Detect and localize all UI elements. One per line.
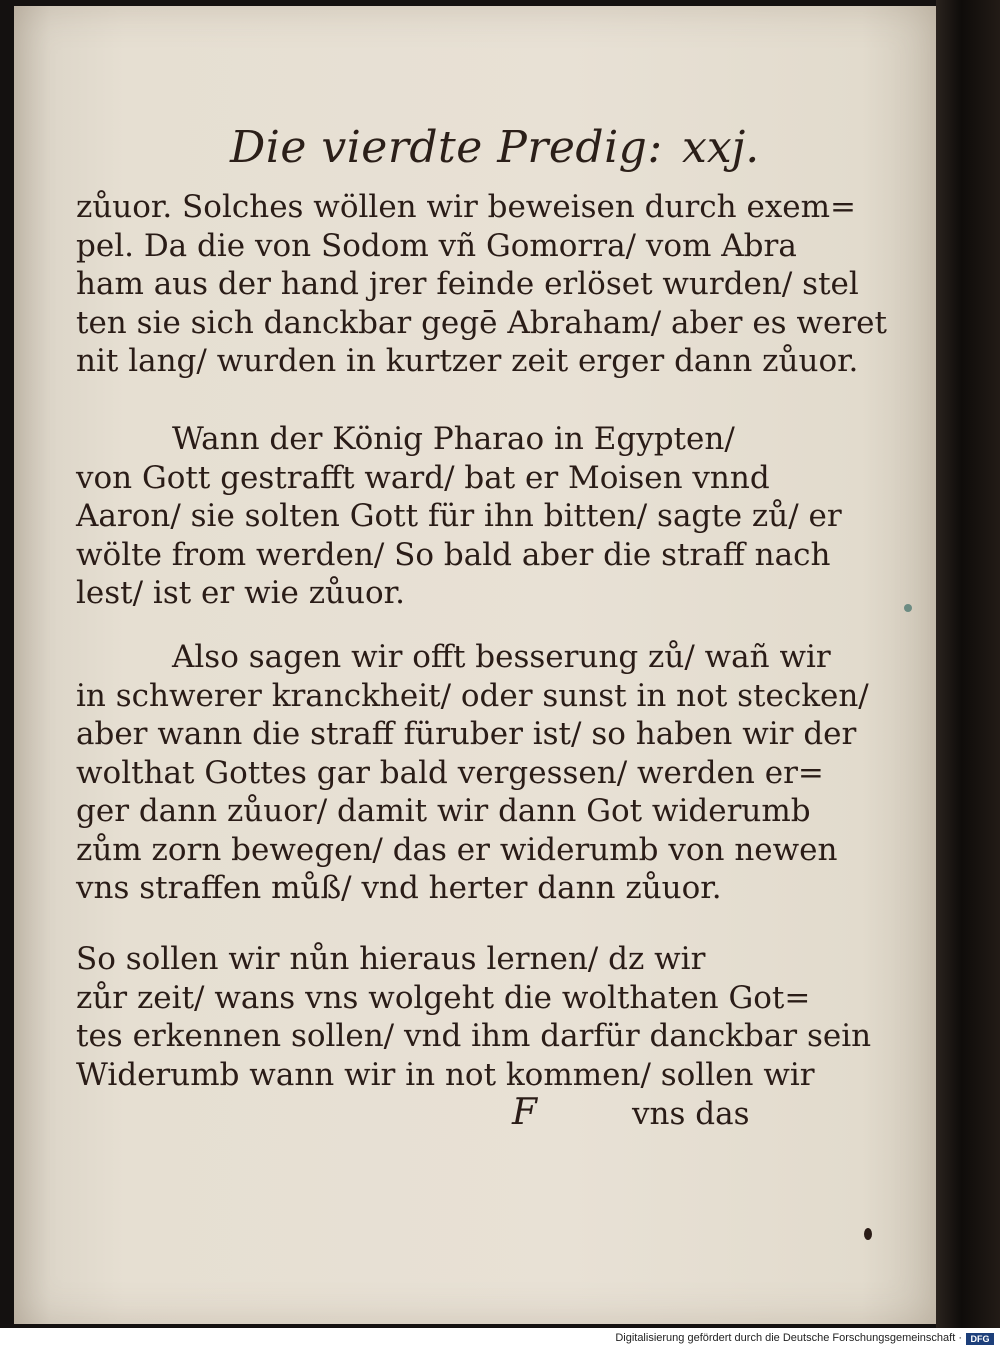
text-line: ham aus der hand jrer feinde erlöset wurden/ stel <box>76 266 859 302</box>
paragraph-4 <box>76 940 872 1094</box>
text-line: aber wann die straff füruber ist/ so haben wir der <box>76 716 857 752</box>
book-edge <box>936 0 1000 1328</box>
paragraph-1 <box>76 188 887 381</box>
text-line: Widerumb wann wir in not kommen/ sollen wir <box>76 1056 815 1093</box>
dfg-logo: DFG <box>966 1333 994 1345</box>
running-head: Die vierdte Predig: <box>230 122 663 173</box>
paragraph-2 <box>76 420 842 613</box>
text-line: tes erkennen sollen/ vnd ihm darfür danckbar sein <box>76 1018 872 1054</box>
signature-mark: F <box>512 1092 537 1133</box>
text-line: Aaron/ sie solten Gott für ihn bitten/ sagte zů/ er <box>76 498 842 534</box>
paragraph-3 <box>76 638 869 908</box>
paper-speck <box>904 604 912 612</box>
text-line: lest/ ist er wie zůuor. <box>76 575 405 611</box>
catchword: vns das <box>632 1096 750 1132</box>
text-line: zům zorn bewegen/ das er widerumb von newen <box>76 831 838 868</box>
text-line: in schwerer kranckheit/ oder sunst in not stecken/ <box>76 677 869 714</box>
text-line: Wann der König Pharao in Egypten/ <box>172 421 735 457</box>
text-line: zůuor. Solches wöllen wir beweisen durch exem= <box>76 189 857 225</box>
funding-credit: Digitalisierung gefördert durch die Deutsche Forschungsgemeinschaft · <box>615 1332 962 1344</box>
folio-number: xxj. <box>682 122 760 173</box>
ink-dot <box>864 1228 872 1240</box>
text-line: So sollen wir nůn hieraus lernen/ dz wir <box>76 941 706 977</box>
text-line: ten sie sich danckbar gegē Abraham/ aber es weret <box>76 304 887 341</box>
text-line: wölte from werden/ So bald aber die straff nach <box>76 536 831 573</box>
text-line: vns straffen můß/ vnd herter dann zůuor. <box>76 870 722 906</box>
text-line: ger dann zůuor/ damit wir dann Got widerumb <box>76 793 811 829</box>
text-line: zůr zeit/ wans vns wolgeht die wolthaten Got= <box>76 979 811 1016</box>
footer-bar <box>0 1328 1000 1350</box>
text-line: Also sagen wir offt besserung zů/ wañ wir <box>172 639 831 675</box>
text-line: wolthat Gottes gar bald vergessen/ werden er= <box>76 754 824 791</box>
text-line: nit lang/ wurden in kurtzer zeit erger dann zůuor. <box>76 343 859 379</box>
text-line: pel. Da die von Sodom vñ Gomorra/ vom Abra <box>76 227 797 264</box>
text-line: von Gott gestrafft ward/ bat er Moisen vnnd <box>76 459 770 496</box>
